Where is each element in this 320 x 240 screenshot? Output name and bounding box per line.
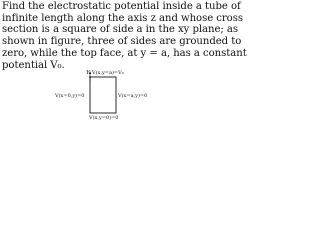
bottom-boundary-label: V(x,y=0)=0 [89,115,119,121]
problem-line-3: section is a square of side a in the xy plane; as [2,24,239,36]
y-axis-label: Y [86,70,90,76]
problem-line-5: zero, while the top face, at y = a, has a constant [2,47,247,59]
square-cross-section [90,77,116,113]
problem-line-6: potential V₀. [2,59,65,71]
problem-statement [2,1,247,71]
problem-line-4: shown in figure, three of sides are grounded to [2,36,242,48]
corner-dot [89,76,91,78]
square-tube-figure [55,70,155,122]
problem-line-1: Find the electrostatic potential inside a tube of [2,1,241,12]
right-boundary-label: V(x=a,y)=0 [118,93,148,99]
left-boundary-label: V(x=0,y)=0 [55,93,85,99]
problem-line-2: infinite length along the axis z and whose cross [2,12,243,24]
top-boundary-label: V(x,y=a)=V₀ [92,70,124,76]
